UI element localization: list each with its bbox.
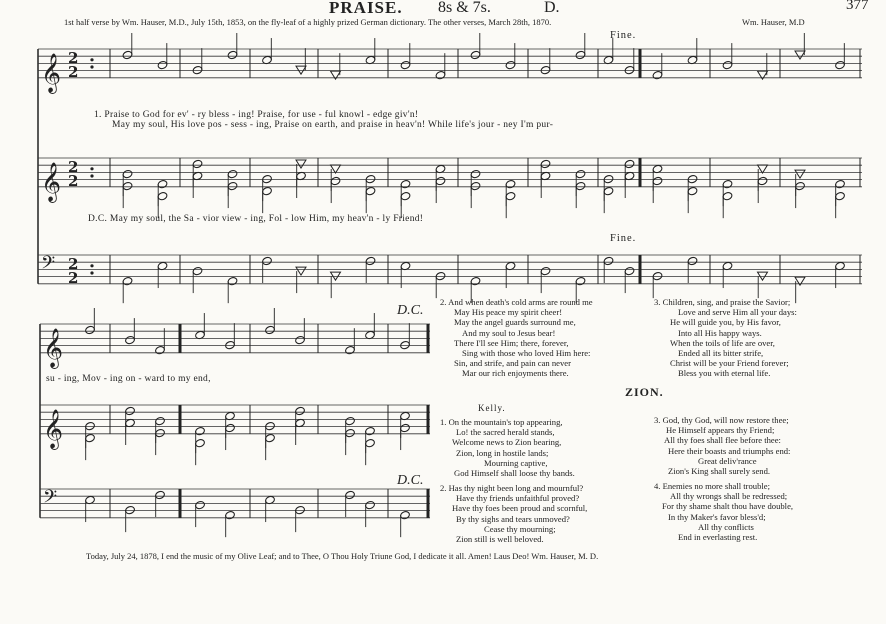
shape-note bbox=[603, 256, 614, 265]
repeat-dot bbox=[90, 65, 93, 68]
shape-note bbox=[157, 60, 168, 69]
shape-note bbox=[435, 176, 446, 185]
shape-note bbox=[758, 272, 768, 280]
shape-note bbox=[227, 276, 238, 285]
shape-note bbox=[192, 159, 203, 168]
zion-author: Kelly. bbox=[478, 403, 506, 413]
treble-clef-icon: 𝄞 bbox=[41, 161, 62, 202]
time-signature-bottom: 2 bbox=[68, 269, 79, 287]
time-signature-top: 2 bbox=[68, 255, 79, 273]
repeat-dot bbox=[90, 271, 93, 274]
shape-note bbox=[795, 51, 805, 59]
shape-note bbox=[155, 490, 166, 499]
shape-note bbox=[122, 181, 133, 190]
shape-note bbox=[296, 160, 306, 168]
shape-note bbox=[505, 60, 516, 69]
shape-note bbox=[195, 500, 206, 509]
repeat-dot bbox=[90, 264, 93, 267]
shape-note bbox=[262, 186, 273, 195]
shape-note bbox=[400, 423, 411, 432]
shape-note bbox=[155, 345, 166, 354]
shape-note bbox=[365, 256, 376, 265]
shape-note bbox=[365, 500, 376, 509]
shape-note bbox=[624, 266, 635, 275]
shape-note bbox=[758, 165, 768, 173]
hymn-meter-letter: D. bbox=[544, 0, 560, 16]
treble-clef-icon: 𝄞 bbox=[43, 408, 64, 449]
lyric-line-2: May my soul, His love pos - sess - ing, Praise on earth, and praise in heav'n! While life's jour - ney I'm pur- bbox=[112, 120, 554, 130]
repeat-dot bbox=[90, 58, 93, 61]
dc-label-top: D.C. bbox=[397, 303, 424, 318]
shape-note bbox=[795, 170, 805, 178]
shape-note bbox=[227, 50, 238, 59]
shape-note bbox=[262, 256, 273, 265]
time-signature-bottom: 2 bbox=[68, 63, 79, 81]
shape-note bbox=[85, 433, 96, 442]
shape-note bbox=[365, 438, 376, 447]
shape-note bbox=[85, 421, 96, 430]
shape-note bbox=[365, 174, 376, 183]
zion-title: ZION. bbox=[625, 385, 664, 399]
shape-note bbox=[687, 174, 698, 183]
footer-dedication: Today, July 24, 1878, I end the music of my Olive Leaf; and to Thee, O Thou Holy Triune God, I dedicate it all. Amen! Laus Deo! Wm. Hauser, M. D. bbox=[86, 551, 599, 561]
shape-note bbox=[195, 438, 206, 447]
hymn-title: PRAISE. bbox=[329, 0, 403, 17]
shape-note bbox=[345, 345, 356, 354]
dc-label-bottom: D.C. bbox=[397, 473, 424, 488]
shape-note bbox=[227, 181, 238, 190]
shape-note bbox=[757, 176, 768, 185]
shape-note bbox=[652, 176, 663, 185]
shape-note bbox=[575, 181, 586, 190]
shape-note bbox=[575, 276, 586, 285]
shape-note bbox=[470, 169, 481, 178]
shape-note bbox=[400, 60, 411, 69]
shape-note bbox=[195, 426, 206, 435]
shape-note bbox=[295, 505, 306, 514]
shape-note bbox=[331, 165, 341, 173]
shape-note bbox=[835, 179, 846, 188]
shape-note bbox=[192, 65, 203, 74]
bass-clef-icon: 𝄢 bbox=[41, 253, 56, 278]
shape-note bbox=[225, 510, 236, 519]
zion-verse-2: 2. Has thy night been long and mournful? Have thy friends unfaithful proved? Have thy foes been proud and scornful, By thy sighs and tears unmoved? Cease thy mourning; Zion still is well beloved. bbox=[440, 483, 588, 545]
shape-note bbox=[603, 174, 614, 183]
shape-note bbox=[435, 271, 446, 280]
lyric-line-4: su - ing, Mov - ing on - ward to my end, bbox=[46, 374, 211, 384]
shape-note bbox=[155, 428, 166, 437]
shape-note bbox=[295, 406, 306, 415]
shape-note bbox=[624, 65, 635, 74]
shape-note bbox=[265, 433, 276, 442]
shape-note bbox=[122, 50, 133, 59]
fine-label-bass: Fine. bbox=[610, 233, 637, 244]
shape-note bbox=[192, 266, 203, 275]
shape-note bbox=[365, 186, 376, 195]
repeat-dot bbox=[90, 174, 93, 177]
shape-note bbox=[155, 416, 166, 425]
shape-note bbox=[157, 179, 168, 188]
shape-note bbox=[540, 65, 551, 74]
shape-note bbox=[687, 186, 698, 195]
shape-note bbox=[435, 70, 446, 79]
shape-note bbox=[652, 70, 663, 79]
shape-note bbox=[835, 191, 846, 200]
shape-note bbox=[400, 340, 411, 349]
shape-note bbox=[540, 266, 551, 275]
shape-note bbox=[400, 191, 411, 200]
shape-note bbox=[265, 325, 276, 334]
fine-label-treble: Fine. bbox=[610, 30, 637, 41]
shape-note bbox=[687, 256, 698, 265]
shape-note bbox=[722, 191, 733, 200]
lyric-line-3: D.C. May my soul, the Sa - vior view - ing, Fol - low Him, my heav'n - ly Friend! bbox=[88, 214, 424, 224]
shape-note bbox=[540, 159, 551, 168]
shape-note bbox=[125, 406, 136, 415]
shape-note bbox=[345, 428, 356, 437]
bass-clef-icon: 𝄢 bbox=[43, 487, 58, 512]
shape-note bbox=[122, 169, 133, 178]
treble-clef-icon: 𝄞 bbox=[41, 52, 62, 93]
treble-clef-icon: 𝄞 bbox=[43, 327, 64, 368]
shape-note bbox=[400, 510, 411, 519]
shape-note bbox=[505, 179, 516, 188]
shape-note bbox=[262, 174, 273, 183]
shape-note bbox=[125, 505, 136, 514]
time-signature-top: 2 bbox=[68, 49, 79, 67]
shape-note bbox=[603, 186, 614, 195]
shape-note bbox=[470, 276, 481, 285]
shape-note bbox=[835, 60, 846, 69]
praise-verse-2: 2. And when death's cold arms are round me May His peace my spirit cheer! May the angel guards surround me, And my soul to Jesus bear! There I'll see Him; there, forever, Sing with those who loved Him here: Sin, and strife, and pain can never Mar our rich enjoyments there. bbox=[440, 297, 593, 379]
shape-note bbox=[85, 325, 96, 334]
shape-note bbox=[470, 181, 481, 190]
shape-note bbox=[265, 421, 276, 430]
shape-note bbox=[296, 267, 306, 275]
shape-note bbox=[122, 276, 133, 285]
shape-note bbox=[722, 60, 733, 69]
praise-verse-3: 3. Children, sing, and praise the Savior; Love and serve Him all your days: He will guide you, by His favor, Into all His happy ways. When the toils of life are over, Ended all its bitter strife, Christ will be your Friend forever; Bless you with eternal life. bbox=[654, 297, 797, 379]
shape-note bbox=[225, 340, 236, 349]
time-signature-bottom: 2 bbox=[68, 172, 79, 190]
shape-note bbox=[365, 426, 376, 435]
zion-verse-1: 1. On the mountain's top appearing, Lo! the sacred herald stands, Welcome news to Zion bearing, Zion, long in hostile lands; Mourning captive, God Himself shall loose thy bands. bbox=[440, 417, 575, 479]
shape-note bbox=[505, 191, 516, 200]
page-number: 377 bbox=[846, 0, 869, 13]
time-signature-top: 2 bbox=[68, 158, 79, 176]
hymn-meter: 8s & 7s. bbox=[438, 0, 491, 16]
shape-note bbox=[125, 335, 136, 344]
shape-note bbox=[795, 181, 806, 190]
shape-note bbox=[225, 423, 236, 432]
shape-note bbox=[227, 169, 238, 178]
shape-note bbox=[575, 50, 586, 59]
repeat-dot bbox=[90, 167, 93, 170]
shape-note bbox=[575, 169, 586, 178]
shape-note bbox=[296, 66, 306, 74]
zion-verse-4: 4. Enemies no more shall trouble; All thy wrongs shall be redressed; For thy shame shalt thou have double, In thy Maker's favor bless'd; All thy conflicts End in everlasting rest. bbox=[654, 481, 794, 543]
shape-note bbox=[400, 179, 411, 188]
shape-note bbox=[345, 490, 356, 499]
attribution: 1st half verse by Wm. Hauser, M.D., July 15th, 1853, on the fly-leaf of a highly prized German dictionary. The other verses, March 28th, 1870. bbox=[64, 17, 552, 27]
shape-note bbox=[295, 335, 306, 344]
lyric-line-1: 1. Praise to God for ev' - ry bless - ing! Praise, for use - ful knowl - edge giv'n! bbox=[94, 110, 419, 120]
shape-note bbox=[345, 416, 356, 425]
shape-note bbox=[157, 191, 168, 200]
shape-note bbox=[470, 50, 481, 59]
shape-note bbox=[722, 179, 733, 188]
attribution-author: Wm. Hauser, M.D bbox=[742, 17, 805, 27]
shape-note bbox=[652, 271, 663, 280]
zion-verse-3: 3. God, thy God, will now restore thee; He Himself appears thy Friend; All thy foes shall flee before thee: Here their boasts and triumphs end: Great deliv'rance Zion's King shall surely send. bbox=[654, 415, 791, 477]
shape-note bbox=[330, 176, 341, 185]
shape-note bbox=[624, 159, 635, 168]
shape-note bbox=[331, 272, 341, 280]
